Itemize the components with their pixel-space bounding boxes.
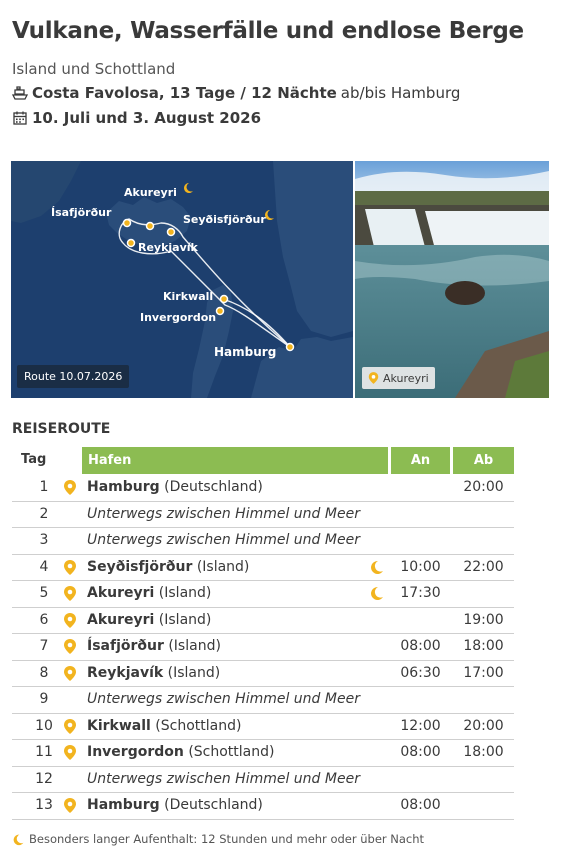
location-pin-icon (63, 479, 77, 496)
departure-time: 18:00 (463, 638, 504, 654)
location-pin-icon (63, 585, 77, 602)
table-row (12, 686, 514, 714)
location-pin-icon (63, 638, 77, 655)
departure-time: 20:00 (463, 479, 504, 495)
photo-caption: Akureyri (383, 371, 429, 385)
port-name (87, 665, 220, 681)
arrival-time: 08:00 (400, 797, 441, 813)
arrival-time: 10:00 (400, 558, 441, 575)
arrival-time: 08:00 (400, 744, 441, 760)
port-name (87, 585, 211, 601)
day-number: 5 (39, 585, 49, 601)
map-label-isafjordur: Ísafjörður (51, 206, 112, 219)
port-name (87, 744, 274, 760)
port-country: (Island) (168, 638, 221, 654)
route-map (11, 161, 353, 398)
table-row (12, 792, 514, 820)
column-header-ab: Ab (453, 447, 514, 474)
day-number: 12 (35, 770, 53, 787)
travel-dates: 10. Juli und 3. August 2026 (32, 109, 262, 127)
arrival-time: 08:00 (400, 638, 441, 654)
port-name (87, 718, 241, 734)
port-name (87, 479, 263, 495)
column-header-an: An (391, 447, 450, 474)
location-pin-icon (63, 744, 77, 761)
footnote (12, 832, 424, 846)
table-row (12, 766, 514, 794)
arrival-time: 17:30 (400, 585, 441, 601)
port-country: (Island) (158, 585, 212, 601)
map-label-seydisfjordur: Seyðisfjörður (183, 213, 266, 226)
route-date-badge: Route 10.07.2026 (17, 365, 129, 388)
ship-name: Costa Favolosa, 13 Tage / 12 Nächte (32, 84, 337, 102)
ship-info (12, 84, 460, 102)
day-number: 1 (39, 479, 49, 495)
port-city: Kirkwall (87, 717, 151, 734)
day-number: 6 (39, 611, 49, 628)
column-header-hafen: Hafen (82, 447, 388, 474)
map-label-reykjavik: Reykjavík (138, 241, 198, 254)
departure-time: 20:00 (463, 717, 504, 734)
column-header-tag: Tag (21, 452, 47, 467)
port-country: (Schottland) (155, 717, 242, 734)
moon-icon (369, 585, 385, 601)
port-country: (Deutschland) (164, 479, 263, 495)
day-number: 7 (39, 638, 49, 654)
moon-icon (369, 559, 385, 575)
table-row (12, 739, 514, 767)
table-row (12, 527, 514, 555)
calendar-icon (12, 110, 28, 126)
location-pin-icon (63, 559, 77, 576)
arrival-time: 12:00 (400, 717, 441, 734)
port-name (87, 612, 211, 628)
port-city: Seyðisfjörður (87, 558, 193, 575)
table-row (12, 713, 514, 741)
port-country: (Island) (167, 664, 221, 681)
port-city: Akureyri (87, 585, 155, 601)
table-row (12, 607, 514, 635)
port-city: Akureyri (87, 611, 155, 628)
departure-time: 22:00 (463, 558, 504, 575)
sea-day-text: Unterwegs zwischen Himmel und Meer (87, 691, 360, 707)
day-number: 13 (35, 797, 53, 813)
port-city: Invergordon (87, 744, 184, 760)
route-map-graphic (11, 161, 353, 398)
port-name (87, 638, 221, 654)
sea-day-text: Unterwegs zwischen Himmel und Meer (87, 532, 360, 548)
table-row (12, 580, 514, 608)
map-label-akureyri: Akureyri (124, 186, 177, 199)
day-number: 11 (35, 744, 53, 760)
day-number: 9 (39, 691, 49, 707)
day-number: 4 (39, 558, 49, 575)
location-pin-icon (63, 797, 77, 814)
port-name (87, 797, 263, 813)
port-city: Hamburg (87, 797, 160, 813)
waterfall-image (355, 161, 549, 398)
ship-icon (12, 85, 28, 101)
port-city: Ísafjörður (87, 638, 164, 654)
port-country: (Island) (196, 558, 250, 575)
location-pin-icon (63, 718, 77, 735)
photo-caption-badge (362, 367, 435, 389)
map-label-invergordon: Invergordon (140, 311, 217, 324)
day-number: 2 (39, 505, 49, 522)
ship-route: ab/bis Hamburg (340, 84, 461, 102)
page-title: Vulkane, Wasserfälle und endlose Berge (12, 18, 524, 44)
map-label-kirkwall: Kirkwall (163, 290, 214, 303)
location-pin-icon (63, 665, 77, 682)
departure-time: 19:00 (463, 611, 504, 628)
date-info (12, 109, 261, 127)
waterfall-photo (355, 161, 549, 398)
arrival-time: 06:30 (400, 664, 441, 681)
port-city: Reykjavík (87, 664, 164, 681)
moon-icon (12, 833, 25, 846)
day-number: 10 (35, 717, 53, 734)
location-pin-icon (63, 612, 77, 629)
page-subtitle: Island und Schottland (12, 60, 176, 78)
port-country: (Deutschland) (164, 797, 263, 813)
location-pin-icon (368, 371, 379, 385)
table-row (12, 660, 514, 688)
port-name (87, 559, 249, 575)
table-row (12, 474, 514, 502)
sea-day-text: Unterwegs zwischen Himmel und Meer (87, 505, 360, 522)
sea-day-text: Unterwegs zwischen Himmel und Meer (87, 770, 360, 787)
port-city: Hamburg (87, 479, 160, 495)
day-number: 3 (39, 532, 49, 548)
day-number: 8 (39, 664, 49, 681)
table-row (12, 554, 514, 582)
footnote-text: Besonders langer Aufenthalt: 12 Stunden und mehr oder über Nacht (29, 832, 425, 846)
map-label-hamburg: Hamburg (214, 345, 277, 359)
itinerary-section-title: REISEROUTE (12, 421, 111, 437)
departure-time: 17:00 (463, 664, 504, 681)
table-row (12, 633, 514, 661)
port-country: (Schottland) (188, 744, 275, 760)
table-row (12, 501, 514, 529)
departure-time: 18:00 (463, 744, 504, 760)
port-country: (Island) (158, 611, 212, 628)
